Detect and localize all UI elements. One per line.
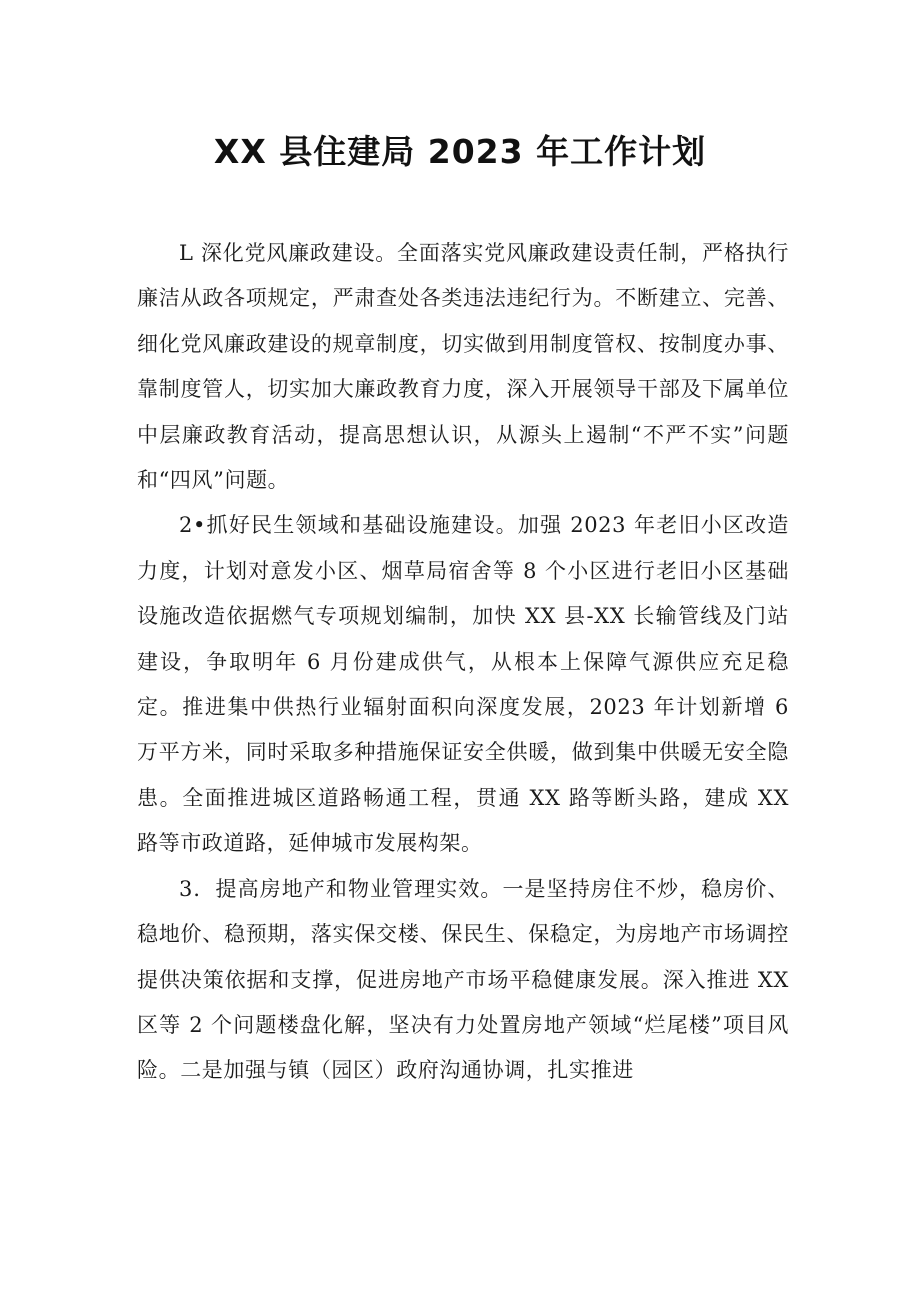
paragraph-party-conduct: L 深化党风廉政建设。全面落实党风廉政建设责任制，严格执行廉洁从政各项规定，严肃查处各类违法违纪行为。不断建立、完善、细化党风廉政建设的规章制度，切实做到用制度管权、按制度办事、靠制度管人，切实加大廉政教育力度，深入开展领导干部及下属单位中层廉政教育活动，提高思想认识，从源头上遏制“不严不实”问题和“四风”问题。 [137,241,789,493]
document-body [137,231,789,1094]
paragraph-real-estate-management: 3．提高房地产和物业管理实效。一是坚持房住不炒，稳房价、稳地价、稳预期，落实保交楼、保民生、保稳定，为房地产市场调控提供决策依据和支撑，促进房地产市场平稳健康发展。深入推进 XX 区等 2 个问题楼盘化解，坚决有力处置房地产领域“烂尾楼”项目风险。二是加强与镇（园区）政府沟通协调，扎实推进 [137,876,789,1083]
paragraph-livelihood-infrastructure: 2•抓好民生领域和基础设施建设。加强 2023 年老旧小区改造力度，计划对意发小区、烟草局宿舍等 8 个小区进行老旧小区基础设施改造依据燃气专项规划编制，加快 XX 县-XX 长输管线及门站建设，争取明年 6 月份建成供气，从根本上保障气源供应充足稳定。推进集中供热行业辐射面积向深度发展，2023 年计划新增 6 万平方米，同时采取多种措施保证安全供暖，做到集中供暖无安全隐患。全面推进城区道路畅通工程，贯通 XX 路等断头路，建成 XX 路等市政道路，延伸城市发展构架。 [137,513,789,856]
document-title: XX 县住建局 2023 年工作计划 [213,132,707,171]
